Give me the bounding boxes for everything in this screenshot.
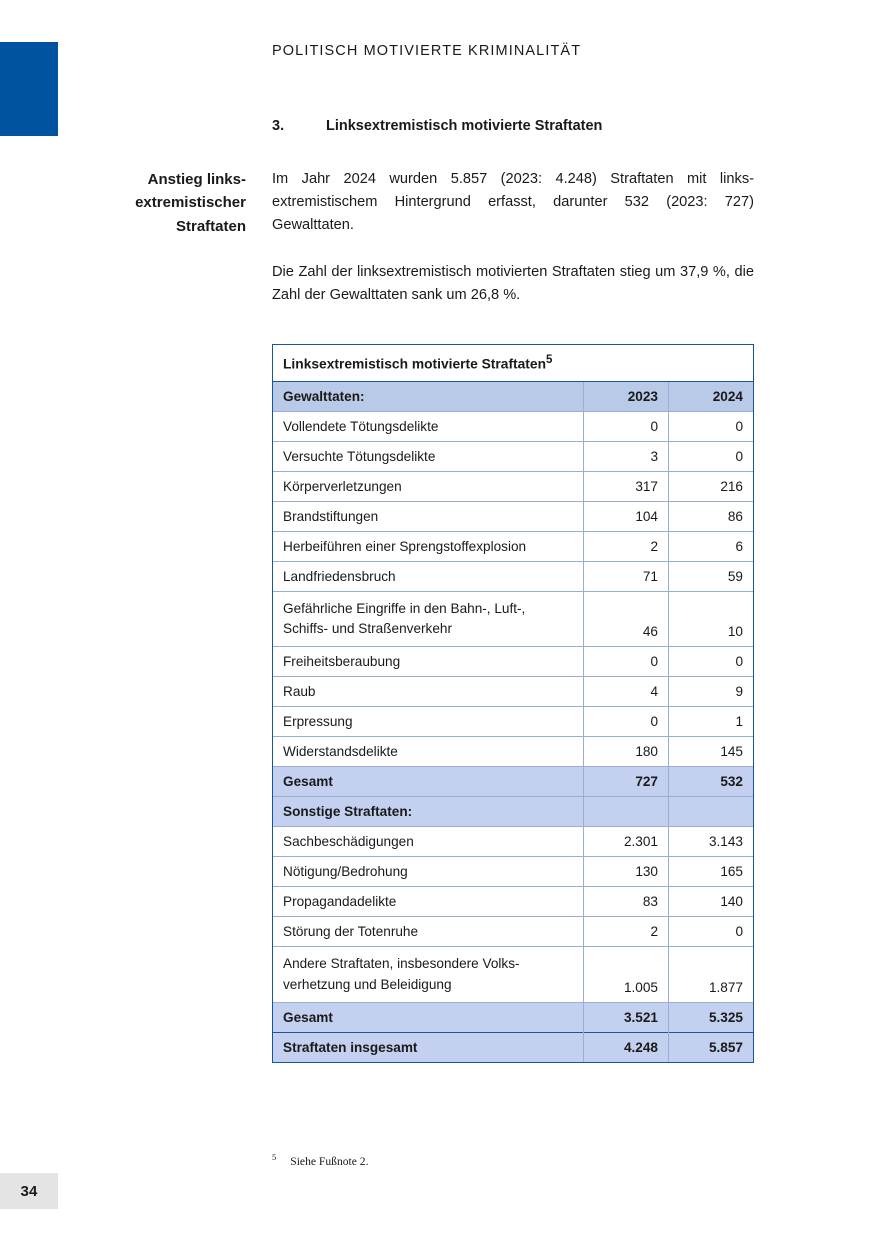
row-label: Versuchte Tötungsdelikte xyxy=(273,441,584,471)
row-value-2023: 71 xyxy=(584,561,669,591)
row-value-2023: 46 xyxy=(584,591,669,647)
row-value-2024: 0 xyxy=(669,411,754,441)
row-value-2023: 2 xyxy=(584,531,669,561)
row-value-2024: 0 xyxy=(669,917,754,947)
table-row xyxy=(273,917,753,947)
row-value-2023: 3.521 xyxy=(584,1003,669,1033)
row-label: Nötigung/Bedrohung xyxy=(273,857,584,887)
running-header: POLITISCH MOTIVIERTE KRIMINALITÄT xyxy=(272,43,582,59)
footnote-marker: 5 xyxy=(272,1152,277,1162)
row-label: Widerstandsdelikte xyxy=(273,737,584,767)
body-text-column xyxy=(272,168,754,331)
table-row xyxy=(273,411,753,441)
row-value-2024: 3.143 xyxy=(669,827,754,857)
decorative-corner-block xyxy=(0,42,58,136)
table-title: Linksextremistisch motivierte Straftaten$^5$ xyxy=(283,354,553,372)
table-grand-total-row xyxy=(273,1033,753,1063)
paragraph-2: Die Zahl der linksextremistisch motivierten Straftaten stieg um 37,9 %, die Zahl der Gewalttaten sank um 26,8 %. xyxy=(272,263,754,303)
table-row xyxy=(273,887,753,917)
row-label: Freiheitsberaubung xyxy=(273,647,584,677)
row-value-2023: 0 xyxy=(584,411,669,441)
row-label: Landfriedensbruch xyxy=(273,561,584,591)
table-row xyxy=(273,441,753,471)
table-row xyxy=(273,591,753,647)
table-row xyxy=(273,677,753,707)
row-label: Straftaten insgesamt xyxy=(273,1033,584,1063)
row-value-2024: 1 xyxy=(669,707,754,737)
row-value-2024: 9 xyxy=(669,677,754,707)
row-value-2023: 4.248 xyxy=(584,1033,669,1063)
table-row xyxy=(273,501,753,531)
row-label: Gesamt xyxy=(273,767,584,797)
row-value-2023: 0 xyxy=(584,707,669,737)
row-value-2024: 6 xyxy=(669,531,754,561)
row-value-2023: 727 xyxy=(584,767,669,797)
section-number: 3. xyxy=(272,118,285,134)
row-label: Brandstiftungen xyxy=(273,501,584,531)
row-value-2024: 0 xyxy=(669,647,754,677)
paragraph-1: Im Jahr 2024 wurden 5.857 (2023: 4.248) Straftaten mit linksextremistischem Hintergrund erfasst, darunter 532 (2023: 727) Gewalttaten. xyxy=(272,171,754,233)
row-label: Vollendete Tötungsdelikte xyxy=(273,411,584,441)
table-row xyxy=(273,827,753,857)
row-value-2023: 4 xyxy=(584,677,669,707)
table-row xyxy=(273,737,753,767)
row-value-2024: 140 xyxy=(669,887,754,917)
statistics-table xyxy=(272,344,754,1063)
table-subheader-other-offences xyxy=(273,797,753,827)
row-label: Propagandadelikte xyxy=(273,887,584,917)
row-label: Erpressung xyxy=(273,707,584,737)
row-label: Andere Straftaten, insbesondere Volks- verhetzung und Beleidigung xyxy=(273,947,584,1003)
row-value-2024: 59 xyxy=(669,561,754,591)
page-number: 34 xyxy=(0,1173,58,1209)
row-value-2023: 1.005 xyxy=(584,947,669,1003)
row-label: Störung der Totenruhe xyxy=(273,917,584,947)
row-value-2024: 216 xyxy=(669,471,754,501)
row-value-2024: 0 xyxy=(669,441,754,471)
table-row xyxy=(273,707,753,737)
table-header-row xyxy=(273,381,753,411)
table-subtotal-row-other xyxy=(273,1003,753,1033)
row-label: Sachbeschädigungen xyxy=(273,827,584,857)
margin-note: Anstieg links- extremistischer Straftaten xyxy=(135,171,246,235)
row-label: Sonstige Straftaten: xyxy=(273,797,584,827)
row-value-2024: 532 xyxy=(669,767,754,797)
row-value-2023: 317 xyxy=(584,471,669,501)
row-value-2023: 104 xyxy=(584,501,669,531)
row-label: Herbeiführen einer Sprengstoffexplosion xyxy=(273,531,584,561)
section-title: Linksextremistisch motivierte Straftaten xyxy=(326,118,603,134)
row-value-2024: 5.325 xyxy=(669,1003,754,1033)
row-value-2024: 86 xyxy=(669,501,754,531)
row-value-2023: 2.301 xyxy=(584,827,669,857)
table-row xyxy=(273,561,753,591)
row-label: Körperverletzungen xyxy=(273,471,584,501)
table-row xyxy=(273,947,753,1003)
row-value-2023: 3 xyxy=(584,441,669,471)
table-row xyxy=(273,647,753,677)
row-value-2023: 83 xyxy=(584,887,669,917)
column-header-2024: 2024 xyxy=(669,381,754,411)
row-value-2024: 1.877 xyxy=(669,947,754,1003)
table-title-footnote-marker: 5 xyxy=(546,354,553,366)
table-title-row xyxy=(273,345,753,381)
row-value-2023: 0 xyxy=(584,647,669,677)
row-value-2023: 2 xyxy=(584,917,669,947)
column-header-2023: 2023 xyxy=(584,381,669,411)
footnote xyxy=(272,1152,369,1168)
row-value-2023: 180 xyxy=(584,737,669,767)
row-value-2023 xyxy=(584,797,669,827)
column-header-category: Gewalttaten: xyxy=(273,381,584,411)
table-row xyxy=(273,471,753,501)
row-value-2023: 130 xyxy=(584,857,669,887)
row-value-2024 xyxy=(669,797,754,827)
row-value-2024: 5.857 xyxy=(669,1033,754,1063)
row-label: Gesamt xyxy=(273,1003,584,1033)
row-value-2024: 145 xyxy=(669,737,754,767)
footnote-text: Siehe Fußnote 2. xyxy=(290,1154,369,1168)
table-subtotal-row-violent xyxy=(273,767,753,797)
row-value-2024: 165 xyxy=(669,857,754,887)
table-row xyxy=(273,857,753,887)
row-label: Raub xyxy=(273,677,584,707)
table-row xyxy=(273,531,753,561)
row-label: Gefährliche Eingriffe in den Bahn-, Luft-, Schiffs- und Straßenverkehr xyxy=(273,591,584,647)
row-value-2024: 10 xyxy=(669,591,754,647)
section-heading xyxy=(272,118,602,134)
